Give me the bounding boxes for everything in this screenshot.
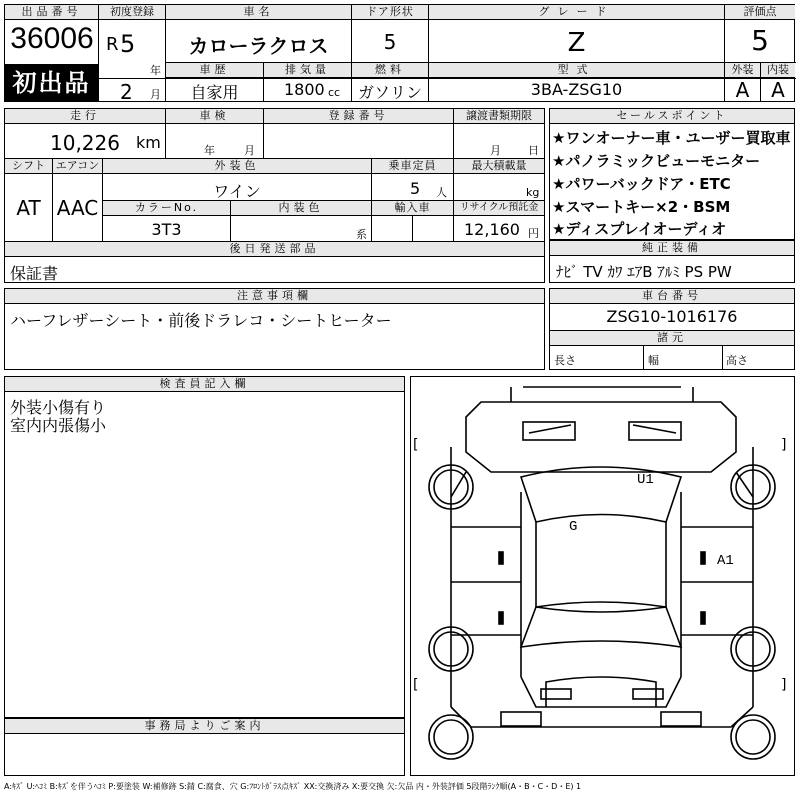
displacement: 1800 <box>284 80 325 99</box>
import-label: 輸入車 <box>372 201 453 216</box>
model-code-label: 型式 <box>429 63 724 78</box>
dims-label: 諸元 <box>550 331 794 346</box>
capacity-unit: 人 <box>436 186 447 199</box>
max-load-unit: kg <box>526 186 540 199</box>
inspector-line: 室内内張傷小 <box>10 416 107 435</box>
transfer-day-unit: 日 <box>528 144 539 157</box>
door-label: ドア形状 <box>352 5 428 20</box>
equipment-value: ﾅﾋﾞ TV ｶﾜ ｴｱB ｱﾙﾐ PS PW <box>556 263 732 281</box>
color-no: 3T3 <box>151 220 182 239</box>
inspection-label: 車検 <box>166 109 263 124</box>
exterior-grade: A <box>735 78 750 102</box>
damage-mark: G <box>569 519 578 535</box>
recycle-unit: 円 <box>528 227 539 240</box>
shift: AT <box>16 196 41 220</box>
interior-label: 内装 <box>761 63 795 78</box>
color-no-label: カラーNo. <box>103 201 230 216</box>
office-label: 事務局よりご案内 <box>5 719 404 734</box>
recycle-amount: 12,160 <box>464 220 520 239</box>
inspector-label: 検査員記入欄 <box>5 377 404 392</box>
sales-point-item: ★パノラミックビューモニター <box>552 152 761 170</box>
sales-point-item: ★ワンオーナー車・ユーザー買取車 <box>552 129 791 147</box>
lot-number: 36006 <box>10 22 94 55</box>
reg-year-unit: 年 <box>150 64 161 77</box>
grade-label: グレード <box>429 5 724 20</box>
length-label: 長さ <box>554 354 576 367</box>
height-label: 高さ <box>726 354 748 367</box>
transfer-label: 譲渡書類期限 <box>454 109 544 124</box>
reg-year: 5 <box>120 30 136 58</box>
model-code: 3BA-ZSG10 <box>530 80 623 99</box>
displacement-label: 排気量 <box>264 63 351 78</box>
aircon-label: エアコン <box>53 159 102 174</box>
car-name: カローラクロス <box>188 34 329 58</box>
car-name-label: 車名 <box>166 5 351 20</box>
notes-value: ハーフレザーシート・前後ドラレコ・シートヒーター <box>10 311 392 330</box>
capacity: 5 <box>410 179 421 198</box>
reg-month-unit: 月 <box>150 88 161 101</box>
displacement-unit: cc <box>328 86 341 99</box>
score-label: 評価点 <box>725 5 795 20</box>
damage-mark: U1 <box>637 472 654 488</box>
bracket-left: [ <box>413 677 419 693</box>
exterior-label: 外装 <box>725 63 760 78</box>
lot-number-label: 出品番号 <box>5 5 98 20</box>
notes-label: 注意事項欄 <box>5 289 544 304</box>
transfer-month-unit: 月 <box>490 144 501 157</box>
damage-mark: A1 <box>717 553 734 569</box>
fuel: ガソリン <box>357 83 422 102</box>
fuel-label: 燃料 <box>352 63 428 78</box>
chassis-number: ZSG10-1016176 <box>606 307 738 326</box>
sales-point-item: ★スマートキー×2・BSM <box>552 198 731 216</box>
chassis-label: 車台番号 <box>550 289 794 304</box>
shift-label: シフト <box>5 159 52 174</box>
interior-grade: A <box>771 78 785 102</box>
int-color-unit: 系 <box>356 228 367 241</box>
history-label: 車歴 <box>166 63 263 78</box>
reg-month: 2 <box>120 80 133 104</box>
car-diagram <box>410 376 795 776</box>
sales-point-item: ★ディスプレイオーディオ <box>552 220 727 238</box>
grade: Z <box>567 28 586 58</box>
sales-points-label: セールスポイント <box>550 109 794 124</box>
first-listing-badge: 初出品 <box>4 64 99 102</box>
mileage: 10,226 <box>50 131 120 155</box>
ext-color-label: 外装色 <box>103 159 371 174</box>
int-color-label: 内装色 <box>231 201 371 216</box>
inspection-year-unit: 年 <box>204 144 215 157</box>
legend: A:ｷｽﾞ U:ﾍｺﾐ B:ｷｽﾞを伴うﾍｺﾐ P:要塗装 W:補修跡 S:錆 C:腐食、穴 G:ﾌﾛﾝﾄｶﾞﾗｽ点ｷｽﾞ XX:交換済み X:要交換 欠:欠品 内・外装評価 5段階ﾗﾝｸ順(A・B・C・D・E) 1 <box>4 782 582 791</box>
mileage-unit: km <box>136 133 161 152</box>
ext-color: ワイン <box>213 182 261 201</box>
recycle-label: リサイクル預託金 <box>454 201 544 216</box>
aircon: AAC <box>56 196 99 220</box>
max-load-label: 最大積載量 <box>454 159 544 174</box>
later-parts-label: 後日発送部品 <box>5 242 544 257</box>
doors: 5 <box>383 30 397 54</box>
car-outline-svg <box>411 377 794 775</box>
later-parts-value: 保証書 <box>10 264 59 283</box>
history: 自家用 <box>190 83 239 102</box>
equipment-label: 純正装備 <box>550 241 794 256</box>
era: R <box>106 34 119 55</box>
width-label: 幅 <box>648 354 659 367</box>
reg-number-label: 登録番号 <box>264 109 453 124</box>
bracket-left: [ <box>413 437 419 453</box>
mileage-label: 走行 <box>5 109 165 124</box>
inspection-month-unit: 月 <box>244 144 255 157</box>
bracket-right: ] <box>781 437 787 453</box>
bracket-right: ] <box>781 677 787 693</box>
score: 5 <box>751 24 769 57</box>
inspector-line: 外装小傷有り <box>10 398 107 417</box>
sales-point-item: ★パワーバックドア・ETC <box>552 175 731 193</box>
capacity-label: 乗車定員 <box>372 159 453 174</box>
first-reg-label: 初度登録 <box>99 5 165 20</box>
